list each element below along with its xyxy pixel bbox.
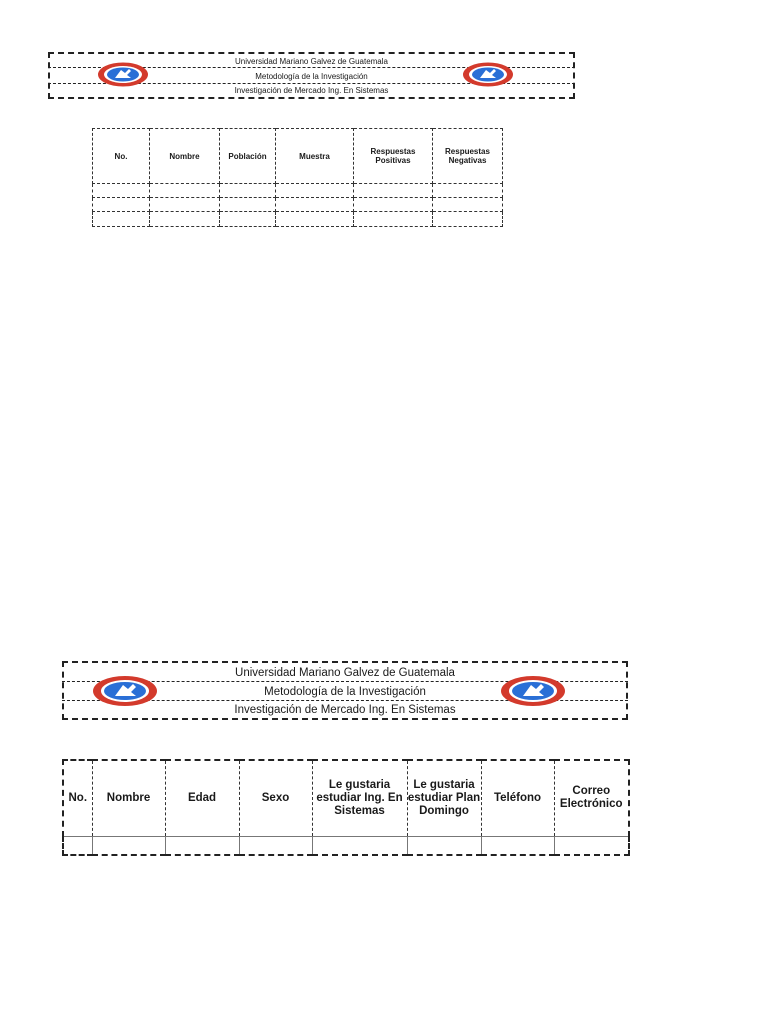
column-header-le-gustaria-plan-domingo: Le gustaria estudiar Plan Domingo xyxy=(407,760,481,836)
university-seal-icon xyxy=(462,62,514,87)
table-row xyxy=(93,184,503,198)
university-seal-icon xyxy=(97,62,149,87)
column-header-muestra: Muestra xyxy=(276,129,354,184)
table-row xyxy=(93,212,503,227)
column-header-nombre: Nombre xyxy=(150,129,220,184)
header-title-project: Investigación de Mercado Ing. En Sistemas xyxy=(234,86,389,95)
column-header-sexo: Sexo xyxy=(239,760,312,836)
column-header-correo-electronico: Correo Electrónico xyxy=(554,760,629,836)
header-block-top xyxy=(48,52,575,99)
header-title-project: Investigación de Mercado Ing. En Sistemas xyxy=(234,704,456,716)
student-interest-table xyxy=(62,759,630,856)
column-header-nombre: Nombre xyxy=(92,760,165,836)
column-header-no: No. xyxy=(63,760,92,836)
university-seal-icon xyxy=(92,675,158,707)
university-seal-icon xyxy=(500,675,566,707)
header-title-university: Universidad Mariano Galvez de Guatemala xyxy=(235,56,388,66)
column-header-le-gustaria-ing-sistemas: Le gustaria estudiar Ing. En Sistemas xyxy=(312,760,407,836)
column-header-respuestas-positivas: Respuestas Positivas xyxy=(354,129,433,184)
column-header-no: No. xyxy=(93,129,150,184)
header-title-university: Universidad Mariano Galvez de Guatemala xyxy=(235,666,455,679)
header-block-bottom xyxy=(62,661,628,720)
column-header-telefono: Teléfono xyxy=(481,760,554,836)
header-title-course: Metodología de la Investigación xyxy=(264,685,426,698)
column-header-edad: Edad xyxy=(165,760,239,836)
table-row xyxy=(93,198,503,212)
header-title-course: Metodología de la Investigación xyxy=(255,71,368,81)
table-row xyxy=(63,836,629,855)
column-header-respuestas-negativas: Respuestas Negativas xyxy=(433,129,503,184)
market-survey-table xyxy=(92,128,503,227)
column-header-poblacion: Población xyxy=(220,129,276,184)
